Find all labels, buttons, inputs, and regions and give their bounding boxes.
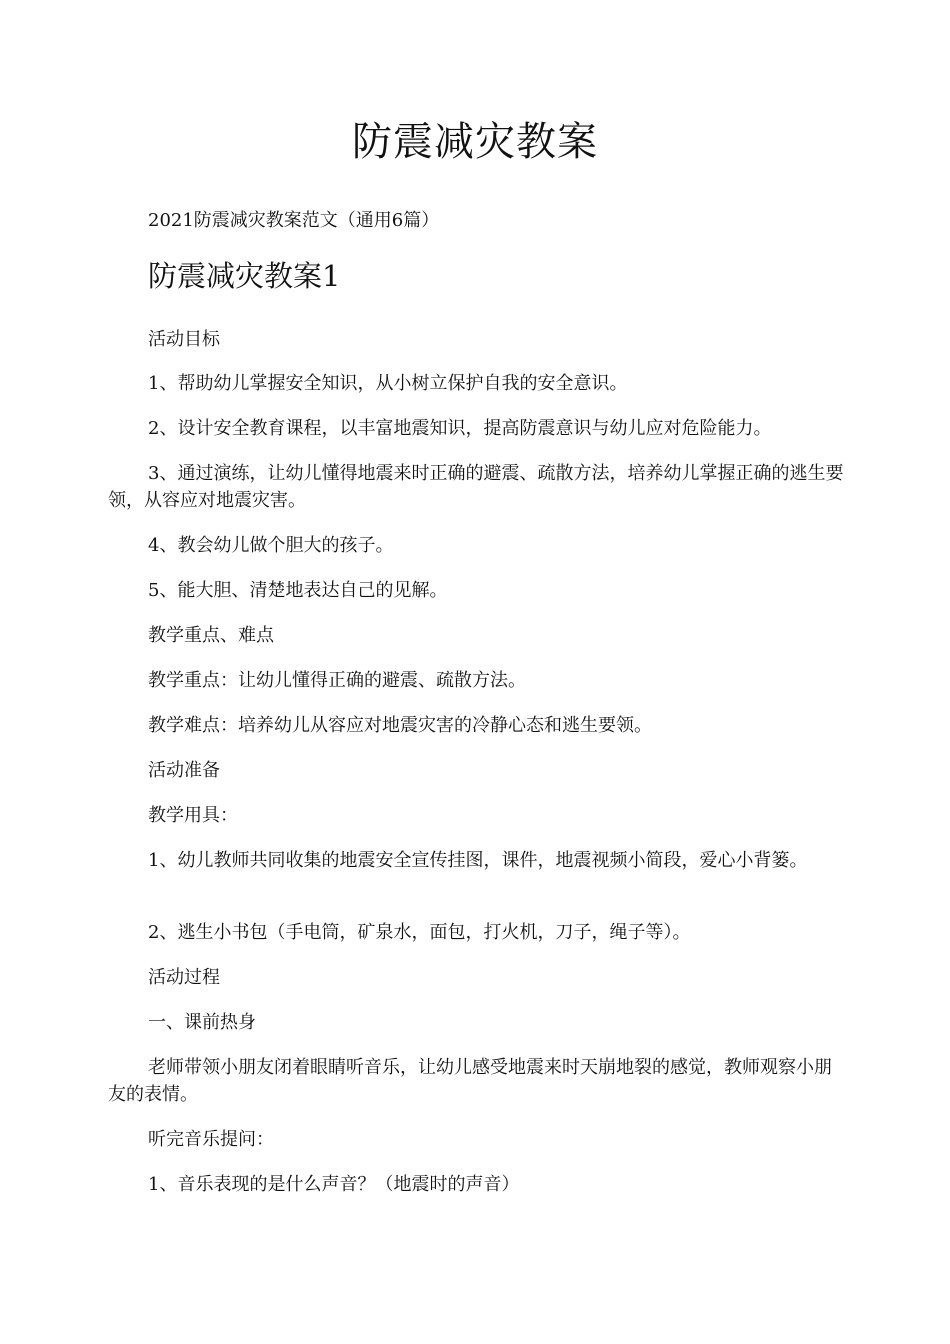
paragraph-process: 活动过程 [148, 967, 220, 988]
paragraph-difficulty: 教学难点：培养幼儿从容应对地震灾害的冷静心态和逃生要领。 [148, 715, 652, 736]
paragraph-tool-2: 2、逃生小书包（手电筒，矿泉水，面包，打火机，刀子，绳子等）。 [148, 922, 691, 943]
paragraph-question-intro: 听完音乐提问： [148, 1129, 274, 1150]
paragraph-warmup: 一、课前热身 [148, 1012, 256, 1033]
paragraph-warmup-text: 老师带领小朋友闭着眼睛听音乐，让幼儿感受地震来时天崩地裂的感觉，教师观察小朋友的表情。 [108, 1057, 832, 1105]
paragraph-goal-1: 1、帮助幼儿掌握安全知识，从小树立保护自我的安全意识。 [148, 373, 628, 394]
document-title: 防震减灾教案 [352, 119, 598, 165]
paragraph-goal-2: 2、设计安全教育课程，以丰富地震知识，提高防震意识与幼儿应对危险能力。 [148, 418, 772, 439]
paragraph-goal-4: 4、教会幼儿做个胆大的孩子。 [148, 535, 394, 556]
section-heading: 防震减灾教案1 [148, 259, 341, 293]
paragraph-goal-5: 5、能大胆、清楚地表达自己的见解。 [148, 580, 448, 601]
paragraph-question-1: 1、音乐表现的是什么声音？（地震时的声音） [148, 1174, 520, 1195]
paragraph-teaching-tools: 教学用具： [148, 805, 238, 826]
paragraph-key-point: 教学重点：让幼儿懂得正确的避震、疏散方法。 [148, 670, 526, 691]
paragraph-activity-goals: 活动目标 [148, 329, 220, 350]
paragraph-tool-1: 1、幼儿教师共同收集的地震安全宣传挂图，课件，地震视频小简段，爱心小背篓。 [148, 850, 808, 871]
document-subtitle: 2021防震减灾教案范文（通用6篇） [148, 210, 440, 231]
paragraph-goal-3: 3、通过演练，让幼儿懂得地震来时正确的避震、疏散方法，培养幼儿掌握正确的逃生要领，从容应对地震灾害。 [108, 463, 844, 511]
paragraph-preparation: 活动准备 [148, 760, 220, 781]
paragraph-key-points: 教学重点、难点 [148, 625, 274, 646]
